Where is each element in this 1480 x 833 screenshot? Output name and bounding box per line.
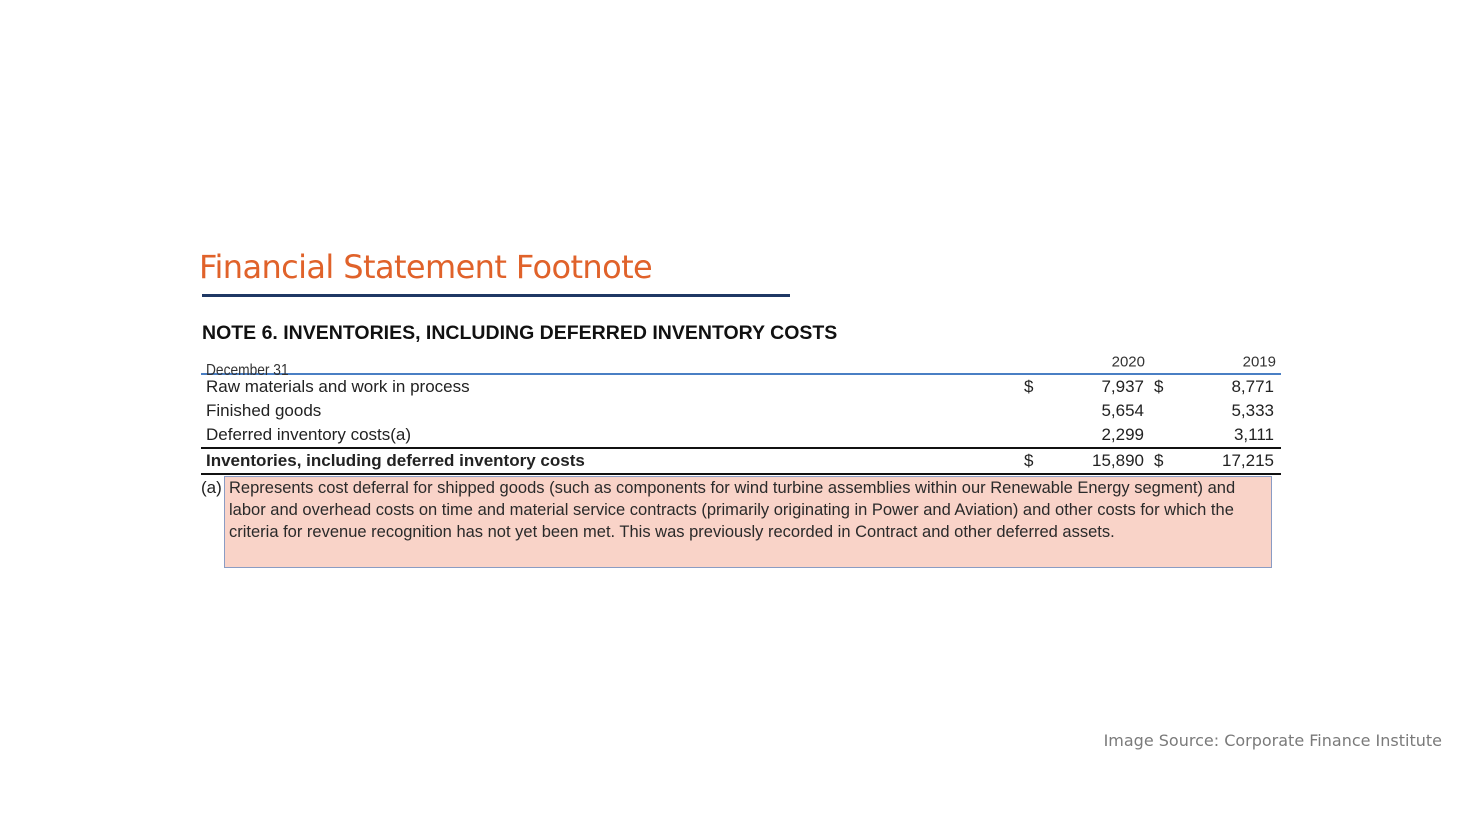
row-label: Deferred inventory costs(a) [206, 425, 412, 444]
column-header-date: December 31 [206, 362, 289, 379]
column-header-2020: 2020 [1111, 353, 1145, 371]
value-2019: 3,111 [1233, 425, 1274, 444]
title-rule [202, 294, 790, 297]
value-2019: 5,333 [1231, 401, 1274, 420]
footnote-text: Represents cost deferral for shipped goods (such as components for wind turbine assemblies within our Renewable Energy segment) and labor and overhead costs on time and material service contracts (primarily originating in Power and Aviation) and other costs for which the criteria for revenue recognition has not yet been met. This was previously recorded in Contract and other deferred assets. [229, 479, 1236, 541]
footnote-highlight [224, 476, 1272, 568]
table-header-row [201, 351, 1281, 379]
footnote-marker: (a) [201, 478, 222, 497]
value-2019: 8,771 [1231, 377, 1274, 396]
note-heading: NOTE 6. INVENTORIES, INCLUDING DEFERRED INVENTORY COSTS [202, 322, 838, 344]
value-2020: 7,937 [1101, 377, 1144, 396]
total-label: Inventories, including deferred inventory costs [206, 451, 585, 470]
total-value-2019: 17,215 [1222, 451, 1274, 470]
table-row [201, 399, 1281, 423]
currency-symbol: $ [1154, 377, 1164, 396]
currency-symbol: $ [1154, 451, 1164, 470]
column-header-2019: 2019 [1242, 353, 1276, 371]
total-rule [201, 473, 1281, 475]
row-label: Finished goods [206, 401, 322, 420]
value-2020: 2,299 [1101, 425, 1144, 444]
inventory-table [201, 351, 1281, 475]
total-value-2020: 15,890 [1092, 451, 1144, 470]
table-row [201, 375, 1281, 399]
image-source-credit: Image Source: Corporate Finance Institute [1103, 731, 1442, 750]
slide-title: Financial Statement Footnote [199, 248, 653, 286]
currency-symbol: $ [1024, 451, 1034, 470]
total-row [201, 449, 1281, 473]
currency-symbol: $ [1024, 377, 1034, 396]
table-row [201, 423, 1281, 447]
value-2020: 5,654 [1101, 401, 1144, 420]
row-label: Raw materials and work in process [206, 377, 470, 396]
